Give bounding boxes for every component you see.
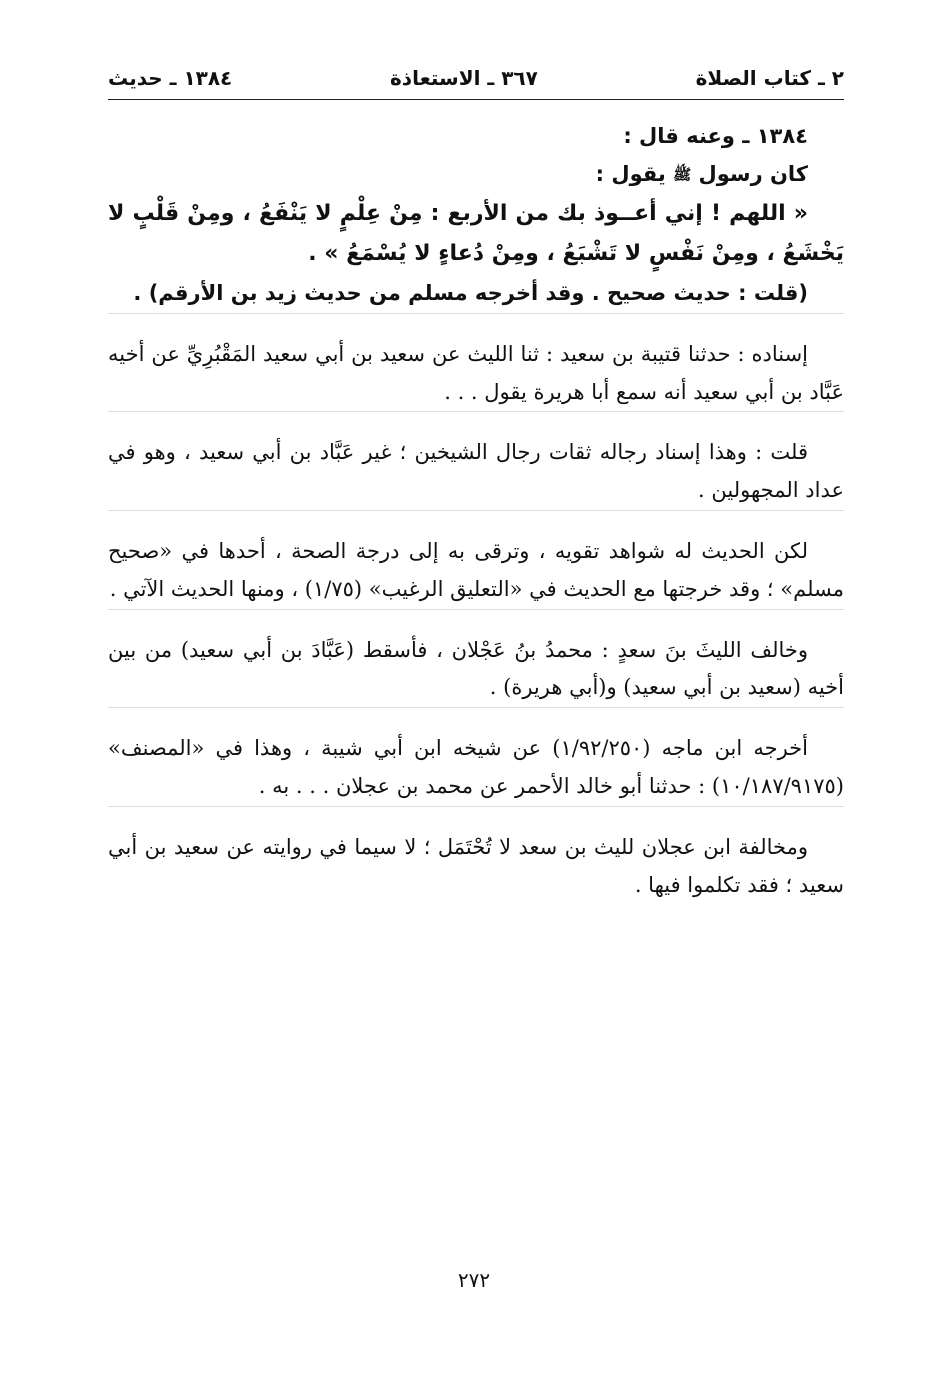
hadith-heading: ١٣٨٤ ـ وعنه قال : <box>623 124 808 148</box>
running-header <box>108 60 844 96</box>
grading-note: (قلت : حديث صحيح . وقد أخرجه مسلم من حديث زيد بن الأرقم) . <box>133 280 808 305</box>
header-book-title: ٢ ـ كتاب الصلاة <box>695 66 844 90</box>
paragraph-divider <box>108 313 844 314</box>
page-number: ٢٧٢ <box>457 1268 491 1292</box>
commentary-paragraph: قلت : وهذا إسناد رجاله ثقات رجال الشيخين ؛ غير عَبَّاد بن أبي سعيد ، وهو في عداد المجهولين . <box>108 440 844 503</box>
commentary-paragraph: لكن الحديث له شواهد تقويه ، وترقى به إلى درجة الصحة ، أحدها في «صحيح مسلم» ؛ وقد خرجتها مع الحديث في «التعليق الرغيب» (١/٧٥) ، ومنها الحديث الآتي . <box>108 538 844 601</box>
paragraph-divider <box>108 510 844 511</box>
prophet-said-before: كان رسول <box>698 161 808 186</box>
isnad-paragraph: إسناده : حدثنا قتيبة بن سعيد : ثنا الليث عن سعيد بن أبي سعيد المَقْبُرِيِّ عن أخيه عَبَّاد بن أبي سعيد أنه سمع أبا هريرة يقول . . . <box>108 341 844 404</box>
commentary-paragraph: ومخالفة ابن عجلان لليث بن سعد لا تُحْتَمَل ؛ لا سيما في روايته عن سعيد بن أبي سعيد ؛ فقد تكلموا فيها . <box>108 834 844 897</box>
paragraph-divider <box>108 609 844 610</box>
hadith-text: « اللهم ! إني أعــوذ بك من الأربع : مِنْ عِلْمٍ لا يَنْفَعُ ، ومِنْ قَلْبٍ لا يَخْشَعُ ، ومِنْ نَفْسٍ لا تَشْبَعُ ، ومِنْ دُعاءٍ لا يُسْمَعُ » . <box>108 200 844 267</box>
header-hadith-number: ١٣٨٤ ـ حديث <box>108 66 233 90</box>
header-chapter-title: ٣٦٧ ـ الاستعاذة <box>390 66 538 90</box>
commentary-paragraph: أخرجه ابن ماجه (١/٩٢/٢٥٠) عن شيخه ابن أبي شيبة ، وهذا في «المصنف» (١٠/١٨٧/٩١٧٥) : حدثنا أبو خالد الأحمر عن محمد بن عجلان . . . به . <box>108 736 844 798</box>
prophet-said-line <box>108 156 844 194</box>
commentary-paragraph: وخالف الليثَ بنَ سعدٍ : محمدُ بنُ عَجْلان ، فأسقط (عَبَّادَ بن أبي سعيد) من بين أخيه (سعيد بن أبي سعيد) و(أبي هريرة) . <box>108 637 844 700</box>
page-body <box>108 118 844 904</box>
salla-icon: ﷺ <box>673 165 692 184</box>
header-divider <box>108 99 844 100</box>
paragraph-divider <box>108 806 844 807</box>
paragraph-divider <box>108 411 844 412</box>
prophet-said-after: يقول : <box>595 161 666 186</box>
paragraph-divider <box>108 707 844 708</box>
